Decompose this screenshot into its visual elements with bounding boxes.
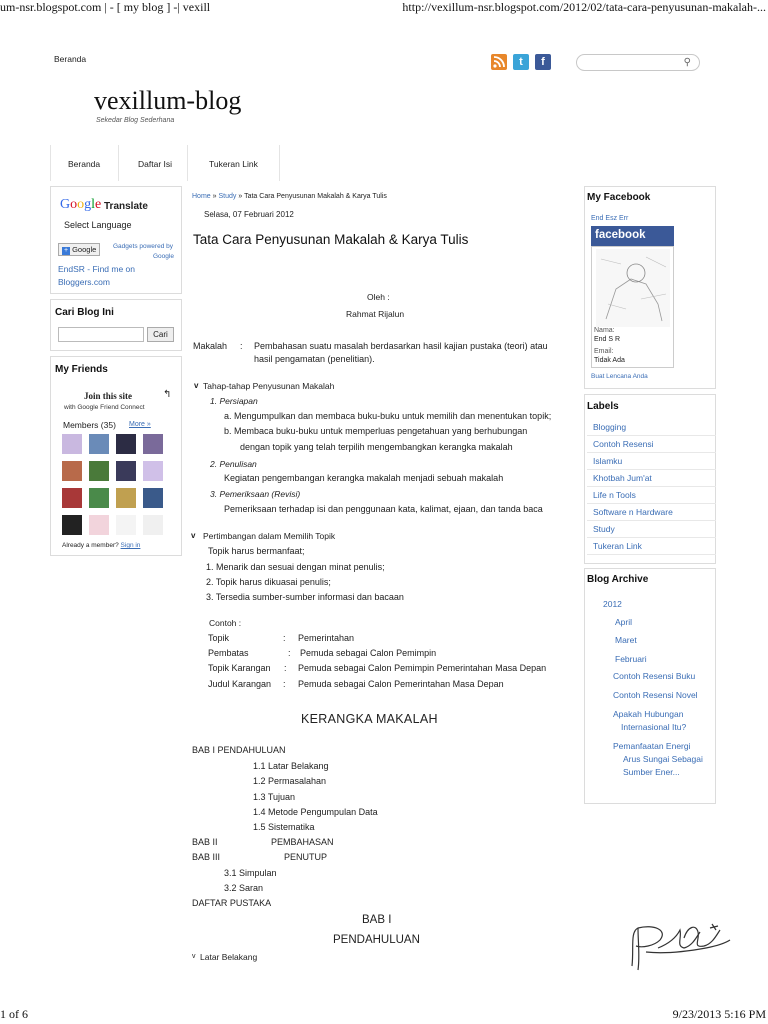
contoh-label: Contoh : — [209, 618, 242, 628]
member-avatar[interactable] — [88, 487, 110, 509]
member-avatar[interactable] — [88, 433, 110, 455]
buat-lencana-link[interactable]: Buat Lencana Anda — [591, 373, 648, 380]
section1-title: Tahap-tahap Penyusunan Makalah — [203, 381, 335, 391]
blog-search-widget — [50, 299, 182, 351]
contoh-row-value: Pemuda sebagai Calon Pemimpin — [300, 648, 437, 658]
contoh-row-colon: : — [288, 648, 291, 658]
facebook-title: My Facebook — [587, 192, 651, 203]
blog-search-button[interactable]: Cari — [147, 327, 174, 342]
email-value: Tidak Ada — [594, 357, 625, 364]
member-avatar[interactable] — [61, 487, 83, 509]
email-label: Email: — [594, 348, 614, 355]
step3-text: Pemeriksaan terhadap isi dan penggunaan kata, kalimat, ejaan, dan tanda baca — [224, 504, 543, 514]
contoh-row-label: Topik Karangan — [208, 663, 271, 673]
rss-icon[interactable] — [491, 54, 507, 70]
step2-text: Kegiatan pengembangan kerangka makalah menjadi sebuah makalah — [224, 473, 504, 483]
main-nav — [50, 145, 280, 181]
friends-widget — [50, 356, 182, 556]
bab1-item: 1.1 Latar Belakang — [253, 761, 329, 771]
bullet-icon: v — [191, 531, 196, 540]
step1-b2: dengan topik yang telah terpilih mengembangkan kerangka makalah — [240, 442, 513, 452]
breadcrumb-home[interactable]: Home — [192, 193, 211, 200]
member-avatar[interactable] — [61, 433, 83, 455]
label-item[interactable]: Study — [587, 521, 716, 538]
facebook-profile-card[interactable] — [591, 246, 674, 368]
member-avatar[interactable] — [142, 514, 164, 536]
already-member — [62, 542, 140, 549]
gadgets-powered[interactable]: Gadgets powered by — [113, 243, 173, 250]
endsr-link-1[interactable]: EndSR - Find me on — [58, 264, 136, 274]
member-avatar[interactable] — [142, 460, 164, 482]
contoh-row-colon: : — [284, 663, 287, 673]
member-avatar[interactable] — [115, 514, 137, 536]
contoh-row-value: Pemuda sebagai Calon Pemimpin Pemerintahan Masa Depan — [298, 663, 547, 673]
search-icon[interactable]: ⚲ — [683, 57, 691, 68]
join-icon: ↰ — [163, 389, 172, 400]
step2-title: 2. Penulisan — [210, 459, 257, 469]
translate-widget — [50, 186, 182, 294]
nav-tukeran-link[interactable]: Tukeran Link — [209, 159, 258, 169]
bab3-title: PENUTUP — [284, 852, 328, 862]
facebook-widget — [584, 186, 716, 389]
bab1-item: 1.5 Sistematika — [253, 822, 315, 832]
kerangka-title: KERANGKA MAKALAH — [301, 712, 438, 726]
blog-title[interactable]: vexillum-blog — [94, 86, 242, 115]
join-site-link[interactable]: Join this site — [84, 391, 133, 401]
breadcrumb-sep: » — [238, 193, 243, 200]
topic-intro: Topik harus bermanfaat; — [208, 546, 305, 556]
bab2-title: PEMBAHASAN — [271, 837, 334, 847]
contoh-row-label: Pembatas — [208, 648, 249, 658]
archive-year[interactable]: 2012 — [603, 599, 622, 609]
blog-tagline: Sekedar Blog Sederhana — [96, 117, 175, 124]
twitter-icon[interactable]: t — [513, 54, 529, 70]
google-badge-label: Google — [72, 245, 97, 254]
members-more-link[interactable]: More » — [129, 421, 151, 428]
post-area — [186, 186, 579, 986]
daftar-pustaka: DAFTAR PUSTAKA — [192, 898, 272, 908]
plus-icon: + — [63, 247, 69, 254]
print-footer-datetime: 9/23/2013 5:16 PM — [672, 1007, 766, 1021]
labels-list — [587, 419, 715, 564]
facebook-badge[interactable]: facebook — [591, 226, 674, 246]
sign-in-link[interactable]: Sign in — [120, 542, 141, 549]
latar-belakang: Latar Belakang — [200, 952, 258, 962]
bab-i-heading: BAB I — [362, 914, 392, 926]
select-language[interactable]: Select Language — [64, 220, 132, 230]
contoh-row-value: Pemuda sebagai Calon Pemerintahan Masa Depan — [298, 679, 504, 689]
facebook-name-link[interactable]: End Esz Err — [591, 215, 629, 222]
label-item[interactable]: Life n Tools — [587, 487, 716, 504]
friend-connect-text: with Google Friend Connect — [64, 404, 145, 411]
archive-month[interactable]: Maret — [615, 635, 637, 645]
member-avatar[interactable] — [115, 460, 137, 482]
topic-item-3: 3. Tersedia sumber-sumber informasi dan bacaan — [206, 592, 404, 602]
archive-post[interactable]: Contoh Resensi Buku — [613, 671, 696, 681]
contoh-row-label: Judul Karangan — [208, 679, 272, 689]
member-avatar[interactable] — [142, 487, 164, 509]
step3-title: 3. Pemeriksaan (Revisi) — [210, 489, 301, 499]
print-header-left: um-nsr.blogspot.com | - [ my blog ] -| vexill — [0, 0, 211, 14]
header-search-input[interactable] — [576, 54, 700, 71]
member-avatar[interactable] — [88, 514, 110, 536]
bab3-label: BAB III — [192, 852, 221, 862]
label-item[interactable]: Blogging — [587, 419, 716, 436]
post-title: Tata Cara Penyusunan Makalah & Karya Tulis — [193, 232, 469, 247]
google-logo: Google — [60, 197, 102, 212]
archive-post[interactable]: Pemanfaatan Energi — [613, 741, 691, 751]
bab2-label: BAB II — [192, 837, 218, 847]
topic-item-1: 1. Menarik dan sesuai dengan minat penulis; — [206, 562, 385, 572]
contoh-row-label: Topik — [208, 633, 230, 643]
member-avatar[interactable] — [61, 460, 83, 482]
google-badge-button[interactable] — [58, 243, 100, 256]
already-member-text: Already a member? — [62, 542, 119, 549]
labels-title: Labels — [587, 401, 619, 412]
archive-month[interactable]: April — [615, 617, 633, 627]
bab1-item: 1.3 Tujuan — [253, 792, 296, 802]
section2-title: Pertimbangan dalam Memilih Topik — [203, 531, 336, 541]
endsr-link-2[interactable]: Bloggers.com — [58, 277, 110, 287]
post-author: Rahmat Rijalun — [346, 309, 405, 319]
translate-label: Translate — [104, 201, 148, 212]
label-item[interactable]: Khotbah Jum'at — [587, 470, 716, 487]
nav-beranda[interactable]: Beranda — [68, 159, 101, 169]
step1-a: a. Mengumpulkan dan membaca buku-buku untuk memilih dan menentukan topik; — [224, 411, 552, 421]
print-header-right: http://vexillum-nsr.blogspot.com/2012/02/tata-cara-penyusunan-makalah-... — [402, 0, 766, 14]
nama-label: Nama: — [594, 327, 615, 334]
top-home-link[interactable]: Beranda — [54, 54, 87, 64]
member-avatar[interactable] — [115, 487, 137, 509]
def-text-2: hasil pengamatan (penelitian). — [254, 354, 375, 364]
step1-title: 1. Persiapan — [210, 396, 258, 406]
member-avatar[interactable] — [61, 514, 83, 536]
archive-post[interactable]: Sumber Ener... — [623, 767, 680, 777]
friends-title: My Friends — [55, 364, 108, 375]
def-text-1: Pembahasan suatu masalah berdasarkan hasil kajian pustaka (teori) atau — [254, 341, 548, 351]
archive-title: Blog Archive — [587, 574, 649, 585]
archive-post[interactable]: Internasional Itu? — [621, 722, 687, 732]
bab1-item: 1.2 Permasalahan — [253, 776, 327, 786]
archive-post[interactable]: Apakah Hubungan — [613, 709, 684, 719]
label-item[interactable]: Software n Hardware — [587, 504, 716, 521]
print-footer-page: 1 of 6 — [0, 1007, 28, 1021]
breadcrumb-current: Tata Cara Penyusunan Makalah & Karya Tulis — [244, 193, 387, 200]
gadgets-google[interactable]: Google — [153, 253, 174, 260]
bab1-item: 1.4 Metode Pengumpulan Data — [253, 807, 378, 817]
member-avatar[interactable] — [88, 460, 110, 482]
step1-b1: b. Membaca buku-buku untuk memperluas pengetahuan yang berhubungan — [224, 426, 528, 436]
signature-image — [624, 918, 734, 976]
contoh-row-value: Pemerintahan — [298, 633, 355, 643]
blog-search-input[interactable] — [58, 327, 144, 342]
bab1-heading: BAB I PENDAHULUAN — [192, 745, 286, 755]
archive-post[interactable]: Contoh Resensi Novel — [613, 690, 698, 700]
member-avatar[interactable] — [115, 433, 137, 455]
archive-post[interactable]: Arus Sungai Sebagai — [623, 754, 703, 764]
profile-photo-sketch — [596, 249, 670, 327]
archive-widget — [584, 568, 716, 804]
pendahuluan-heading: PENDAHULUAN — [333, 934, 420, 946]
nav-daftar-isi[interactable]: Daftar Isi — [138, 159, 173, 169]
member-avatar[interactable] — [142, 433, 164, 455]
blog-search-title: Cari Blog Ini — [55, 307, 114, 318]
breadcrumb-sep: » — [212, 193, 217, 200]
label-item[interactable]: Islamku — [587, 453, 716, 470]
topic-item-2: 2. Topik harus dikuasai penulis; — [206, 577, 331, 587]
contoh-row-colon: : — [283, 633, 286, 643]
def-colon: : — [240, 341, 243, 351]
label-item[interactable]: Contoh Resensi — [587, 436, 716, 453]
breadcrumb-study[interactable]: Study — [218, 193, 237, 200]
facebook-icon[interactable]: f — [535, 54, 551, 70]
label-item[interactable]: Tukeran Link — [587, 538, 716, 555]
archive-month[interactable]: Februari — [615, 654, 647, 664]
post-by: Oleh : — [367, 292, 390, 302]
contoh-row-colon: : — [283, 679, 286, 689]
labels-widget — [584, 394, 716, 564]
bab3-item: 3.1 Simpulan — [224, 868, 277, 878]
def-label: Makalah — [193, 341, 228, 351]
nama-value: End S R — [594, 336, 621, 343]
bullet-icon: v — [194, 381, 199, 390]
post-date: Selasa, 07 Februari 2012 — [204, 210, 294, 219]
members-avatar-grid — [61, 433, 173, 541]
breadcrumb — [192, 193, 387, 200]
bab3-item: 3.2 Saran — [224, 883, 264, 893]
members-count: Members (35) — [63, 420, 116, 430]
bullet-icon: v — [192, 953, 196, 960]
